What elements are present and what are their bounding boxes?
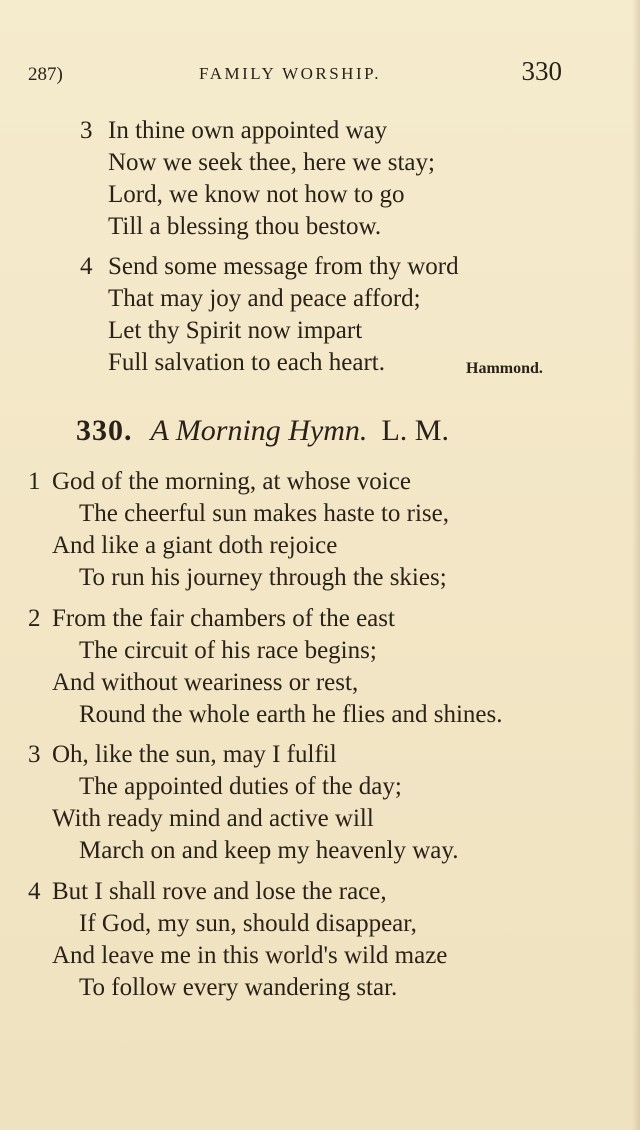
hymn-stanza-2: [28, 603, 503, 731]
page-number: 330: [521, 56, 562, 86]
running-header: [0, 56, 640, 96]
running-reference: 287): [28, 64, 63, 85]
hymn-title: A Morning Hymn.: [150, 414, 368, 447]
verse-line: That may joy and peace afford;: [108, 285, 421, 312]
verse-line: To follow every wandering star.: [79, 974, 398, 1001]
stanza-number: 2: [28, 605, 41, 632]
page-edge-shadow: [632, 0, 640, 1130]
verse-line: Now we seek thee, here we stay;: [108, 149, 435, 176]
verse-line: If God, my sun, should disappear,: [79, 910, 417, 937]
author-attribution: Hammond.: [466, 360, 543, 377]
hymn-meter: L. M.: [381, 414, 449, 447]
previous-hymn-stanza-4: [80, 251, 459, 379]
stanza-number: 3: [80, 117, 93, 144]
verse-line: The appointed duties of the day;: [79, 773, 402, 800]
verse-line: With ready mind and active will: [52, 805, 374, 832]
hymn-stanza-3: [28, 739, 459, 867]
verse-line: Oh, like the sun, may I fulfil: [52, 741, 337, 768]
hymn-heading: [76, 414, 449, 448]
verse-line: And without weariness or rest,: [52, 669, 359, 696]
verse-line: March on and keep my heavenly way.: [79, 837, 459, 864]
stanza-number: 4: [80, 253, 93, 280]
hymn-number: 330.: [76, 414, 133, 447]
verse-line: The cheerful sun makes haste to rise,: [79, 500, 450, 527]
hymn-stanza-4: [28, 876, 448, 1004]
verse-line: God of the morning, at whose voice: [52, 468, 411, 495]
stanza-number: 4: [28, 878, 41, 905]
verse-line: Lord, we know not how to go: [108, 181, 405, 208]
verse-line: Full salvation to each heart.: [108, 349, 386, 376]
verse-line: Round the whole earth he flies and shines.: [79, 701, 503, 728]
verse-line: Let thy Spirit now impart: [108, 317, 363, 344]
verse-line: From the fair chambers of the east: [52, 605, 395, 632]
verse-line: And leave me in this world's wild maze: [52, 942, 448, 969]
running-title: FAMILY WORSHIP.: [199, 64, 381, 83]
previous-hymn-stanza-3: [80, 115, 435, 243]
verse-line: To run his journey through the skies;: [79, 564, 447, 591]
hymn-stanza-1: [28, 466, 450, 594]
verse-line: And like a giant doth rejoice: [52, 532, 338, 559]
verse-line: Send some message from thy word: [108, 253, 459, 280]
stanza-number: 3: [28, 741, 41, 768]
verse-line: Till a blessing thou bestow.: [108, 213, 382, 240]
stanza-number: 1: [28, 468, 41, 495]
verse-line: The circuit of his race begins;: [79, 637, 377, 664]
verse-line: In thine own appointed way: [108, 117, 388, 144]
verse-line: But I shall rove and lose the race,: [52, 878, 387, 905]
